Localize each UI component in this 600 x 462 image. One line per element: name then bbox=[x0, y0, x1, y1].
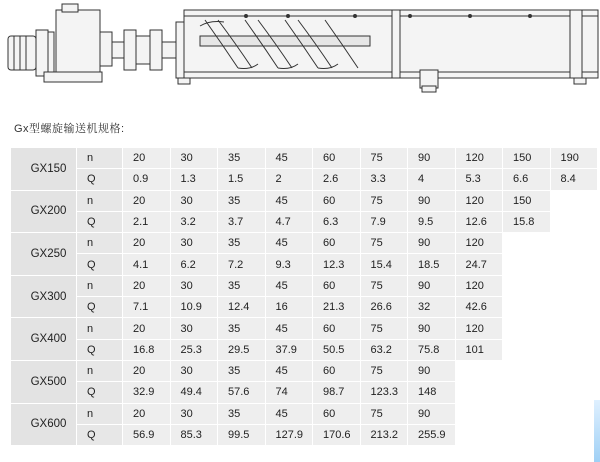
value-cell: 12.4 bbox=[218, 297, 266, 318]
value-cell: 45 bbox=[265, 403, 313, 424]
value-cell: 29.5 bbox=[218, 339, 266, 360]
value-cell: 2.1 bbox=[123, 211, 171, 232]
value-cell: 63.2 bbox=[360, 339, 408, 360]
value-cell: 85.3 bbox=[170, 424, 218, 445]
symbol-cell: Q bbox=[77, 339, 123, 360]
empty-cell bbox=[455, 382, 503, 403]
empty-cell bbox=[550, 254, 598, 275]
table-row bbox=[11, 424, 598, 445]
value-cell: 75 bbox=[360, 360, 408, 381]
value-cell: 49.4 bbox=[170, 382, 218, 403]
value-cell: 90 bbox=[408, 318, 456, 339]
empty-cell bbox=[503, 254, 551, 275]
value-cell: 98.7 bbox=[313, 382, 361, 403]
value-cell: 213.2 bbox=[360, 424, 408, 445]
value-cell: 16.8 bbox=[123, 339, 171, 360]
value-cell: 0.9 bbox=[123, 169, 171, 190]
value-cell: 30 bbox=[170, 148, 218, 169]
value-cell: 12.3 bbox=[313, 254, 361, 275]
value-cell: 4 bbox=[408, 169, 456, 190]
table-row bbox=[11, 360, 598, 381]
empty-cell bbox=[550, 318, 598, 339]
value-cell: 9.3 bbox=[265, 254, 313, 275]
value-cell: 150 bbox=[503, 148, 551, 169]
value-cell: 120 bbox=[455, 190, 503, 211]
symbol-cell: n bbox=[77, 403, 123, 424]
value-cell: 120 bbox=[455, 318, 503, 339]
value-cell: 3.7 bbox=[218, 211, 266, 232]
value-cell: 25.3 bbox=[170, 339, 218, 360]
value-cell: 75 bbox=[360, 190, 408, 211]
value-cell: 26.6 bbox=[360, 297, 408, 318]
empty-cell bbox=[550, 297, 598, 318]
value-cell: 60 bbox=[313, 403, 361, 424]
empty-cell bbox=[503, 360, 551, 381]
value-cell: 75 bbox=[360, 148, 408, 169]
value-cell: 30 bbox=[170, 233, 218, 254]
value-cell: 190 bbox=[550, 148, 598, 169]
empty-cell bbox=[503, 339, 551, 360]
symbol-cell: Q bbox=[77, 424, 123, 445]
value-cell: 2 bbox=[265, 169, 313, 190]
symbol-cell: Q bbox=[77, 169, 123, 190]
table-row bbox=[11, 190, 598, 211]
value-cell: 90 bbox=[408, 148, 456, 169]
value-cell: 20 bbox=[123, 233, 171, 254]
empty-cell bbox=[550, 424, 598, 445]
symbol-cell: n bbox=[77, 190, 123, 211]
symbol-cell: Q bbox=[77, 254, 123, 275]
empty-cell bbox=[455, 403, 503, 424]
value-cell: 74 bbox=[265, 382, 313, 403]
empty-cell bbox=[455, 360, 503, 381]
table-row bbox=[11, 403, 598, 424]
value-cell: 45 bbox=[265, 190, 313, 211]
symbol-cell: Q bbox=[77, 297, 123, 318]
value-cell: 101 bbox=[455, 339, 503, 360]
symbol-cell: n bbox=[77, 318, 123, 339]
value-cell: 6.3 bbox=[313, 211, 361, 232]
value-cell: 50.5 bbox=[313, 339, 361, 360]
value-cell: 4.7 bbox=[265, 211, 313, 232]
value-cell: 57.6 bbox=[218, 382, 266, 403]
value-cell: 45 bbox=[265, 233, 313, 254]
symbol-cell: Q bbox=[77, 382, 123, 403]
table-row bbox=[11, 382, 598, 403]
value-cell: 20 bbox=[123, 148, 171, 169]
value-cell: 20 bbox=[123, 275, 171, 296]
value-cell: 75 bbox=[360, 275, 408, 296]
value-cell: 75 bbox=[360, 233, 408, 254]
table-row bbox=[11, 169, 598, 190]
value-cell: 56.9 bbox=[123, 424, 171, 445]
spec-table bbox=[10, 147, 598, 446]
value-cell: 18.5 bbox=[408, 254, 456, 275]
value-cell: 7.9 bbox=[360, 211, 408, 232]
value-cell: 5.3 bbox=[455, 169, 503, 190]
value-cell: 60 bbox=[313, 148, 361, 169]
value-cell: 10.9 bbox=[170, 297, 218, 318]
value-cell: 37.9 bbox=[265, 339, 313, 360]
value-cell: 45 bbox=[265, 360, 313, 381]
discharge-spout-icon bbox=[420, 70, 438, 92]
value-cell: 60 bbox=[313, 275, 361, 296]
table-row bbox=[11, 233, 598, 254]
value-cell: 30 bbox=[170, 275, 218, 296]
value-cell: 120 bbox=[455, 275, 503, 296]
empty-cell bbox=[503, 275, 551, 296]
value-cell: 30 bbox=[170, 318, 218, 339]
screw-conveyor-drawing bbox=[0, 0, 600, 100]
value-cell: 127.9 bbox=[265, 424, 313, 445]
model-cell: GX400 bbox=[11, 318, 77, 361]
value-cell: 120 bbox=[455, 233, 503, 254]
value-cell: 75 bbox=[360, 318, 408, 339]
model-cell: GX200 bbox=[11, 190, 77, 233]
value-cell: 20 bbox=[123, 360, 171, 381]
empty-cell bbox=[550, 275, 598, 296]
motor-icon bbox=[8, 30, 54, 76]
value-cell: 3.3 bbox=[360, 169, 408, 190]
value-cell: 35 bbox=[218, 403, 266, 424]
empty-cell bbox=[503, 403, 551, 424]
value-cell: 12.6 bbox=[455, 211, 503, 232]
empty-cell bbox=[455, 424, 503, 445]
value-cell: 170.6 bbox=[313, 424, 361, 445]
value-cell: 60 bbox=[313, 318, 361, 339]
value-cell: 8.4 bbox=[550, 169, 598, 190]
value-cell: 60 bbox=[313, 190, 361, 211]
value-cell: 45 bbox=[265, 148, 313, 169]
value-cell: 6.2 bbox=[170, 254, 218, 275]
table-row bbox=[11, 148, 598, 169]
value-cell: 75 bbox=[360, 403, 408, 424]
table-row bbox=[11, 254, 598, 275]
value-cell: 2.6 bbox=[313, 169, 361, 190]
value-cell: 35 bbox=[218, 233, 266, 254]
value-cell: 32.9 bbox=[123, 382, 171, 403]
value-cell: 90 bbox=[408, 403, 456, 424]
symbol-cell: Q bbox=[77, 211, 123, 232]
value-cell: 35 bbox=[218, 360, 266, 381]
value-cell: 6.6 bbox=[503, 169, 551, 190]
table-row bbox=[11, 211, 598, 232]
value-cell: 20 bbox=[123, 190, 171, 211]
value-cell: 90 bbox=[408, 275, 456, 296]
value-cell: 255.9 bbox=[408, 424, 456, 445]
table-row bbox=[11, 297, 598, 318]
empty-cell bbox=[503, 233, 551, 254]
value-cell: 120 bbox=[455, 148, 503, 169]
value-cell: 60 bbox=[313, 233, 361, 254]
value-cell: 15.4 bbox=[360, 254, 408, 275]
value-cell: 1.5 bbox=[218, 169, 266, 190]
value-cell: 30 bbox=[170, 190, 218, 211]
table-row bbox=[11, 275, 598, 296]
empty-cell bbox=[550, 233, 598, 254]
value-cell: 32 bbox=[408, 297, 456, 318]
model-cell: GX500 bbox=[11, 360, 77, 403]
empty-cell bbox=[503, 424, 551, 445]
empty-cell bbox=[550, 190, 598, 211]
value-cell: 75.8 bbox=[408, 339, 456, 360]
value-cell: 35 bbox=[218, 275, 266, 296]
empty-cell bbox=[550, 403, 598, 424]
value-cell: 4.1 bbox=[123, 254, 171, 275]
value-cell: 90 bbox=[408, 233, 456, 254]
model-cell: GX300 bbox=[11, 275, 77, 318]
value-cell: 90 bbox=[408, 190, 456, 211]
value-cell: 99.5 bbox=[218, 424, 266, 445]
value-cell: 123.3 bbox=[360, 382, 408, 403]
value-cell: 150 bbox=[503, 190, 551, 211]
value-cell: 60 bbox=[313, 360, 361, 381]
value-cell: 35 bbox=[218, 190, 266, 211]
value-cell: 1.3 bbox=[170, 169, 218, 190]
empty-cell bbox=[550, 339, 598, 360]
value-cell: 42.6 bbox=[455, 297, 503, 318]
coupling-icon bbox=[112, 30, 176, 70]
symbol-cell: n bbox=[77, 148, 123, 169]
empty-cell bbox=[503, 297, 551, 318]
model-cell: GX250 bbox=[11, 233, 77, 276]
value-cell: 7.2 bbox=[218, 254, 266, 275]
value-cell: 45 bbox=[265, 318, 313, 339]
value-cell: 20 bbox=[123, 318, 171, 339]
symbol-cell: n bbox=[77, 275, 123, 296]
model-cell: GX600 bbox=[11, 403, 77, 446]
value-cell: 15.8 bbox=[503, 211, 551, 232]
spec-caption: Gx型螺旋输送机规格: bbox=[14, 123, 125, 135]
value-cell: 3.2 bbox=[170, 211, 218, 232]
value-cell: 9.5 bbox=[408, 211, 456, 232]
value-cell: 45 bbox=[265, 275, 313, 296]
empty-cell bbox=[550, 360, 598, 381]
empty-cell bbox=[503, 382, 551, 403]
value-cell: 16 bbox=[265, 297, 313, 318]
value-cell: 30 bbox=[170, 360, 218, 381]
value-cell: 148 bbox=[408, 382, 456, 403]
value-cell: 20 bbox=[123, 403, 171, 424]
value-cell: 24.7 bbox=[455, 254, 503, 275]
model-cell: GX150 bbox=[11, 148, 77, 191]
empty-cell bbox=[550, 211, 598, 232]
table-row bbox=[11, 339, 598, 360]
symbol-cell: n bbox=[77, 360, 123, 381]
symbol-cell: n bbox=[77, 233, 123, 254]
empty-cell bbox=[550, 382, 598, 403]
value-cell: 35 bbox=[218, 318, 266, 339]
value-cell: 30 bbox=[170, 403, 218, 424]
value-cell: 21.3 bbox=[313, 297, 361, 318]
value-cell: 35 bbox=[218, 148, 266, 169]
edge-decoration bbox=[594, 400, 600, 462]
empty-cell bbox=[503, 318, 551, 339]
table-row bbox=[11, 318, 598, 339]
value-cell: 90 bbox=[408, 360, 456, 381]
value-cell: 7.1 bbox=[123, 297, 171, 318]
